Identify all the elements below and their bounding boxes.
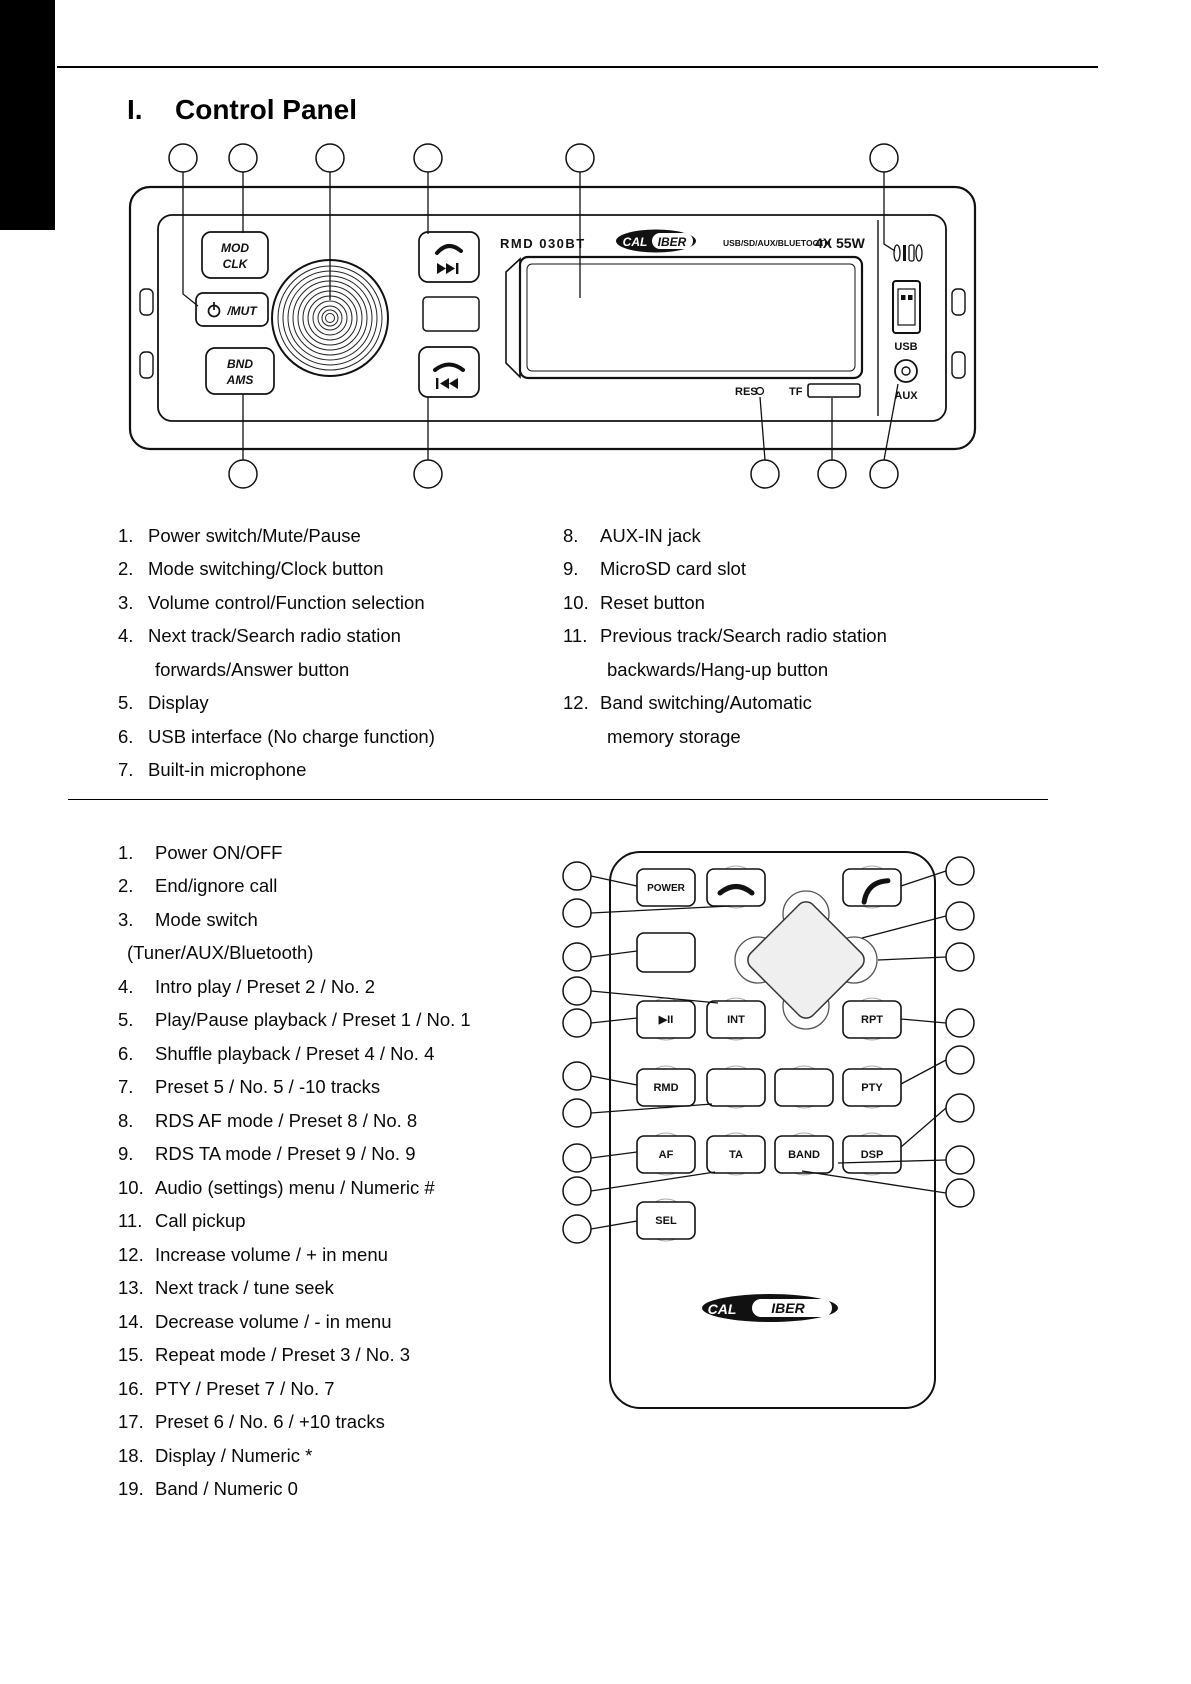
item-text: Shuffle playback / Preset 4 / No. 4 [155, 1042, 435, 1064]
list-item [118, 1238, 578, 1272]
item-text: Mode switching/Clock button [148, 558, 384, 580]
item-number: 1. [118, 841, 134, 863]
list-item [118, 1205, 578, 1239]
list-item [118, 937, 578, 971]
list-item [118, 553, 563, 587]
dsp-label: DSP [860, 1149, 884, 1161]
item-text: Audio (settings) menu / Numeric # [155, 1176, 435, 1198]
list-item [118, 1272, 578, 1306]
item-text: memory storage [607, 725, 741, 747]
list-item [118, 1473, 578, 1507]
list-item [563, 687, 1023, 721]
list-item [563, 720, 1023, 754]
blank-button-2 [775, 1069, 833, 1106]
brand-iber: IBER [771, 1300, 805, 1316]
item-text: Display / Numeric * [155, 1444, 313, 1466]
page-corner-block [0, 0, 55, 230]
item-number: 7. [118, 759, 134, 781]
item-number: 14. [118, 1310, 144, 1332]
section-number: I. [127, 94, 143, 125]
rpt-label: RPT [861, 1014, 883, 1026]
item-text: Preset 5 / No. 5 / -10 tracks [155, 1076, 381, 1098]
caliber-logo-remote [702, 1294, 838, 1322]
item-number: 10. [118, 1176, 144, 1198]
item-number: 1. [118, 524, 134, 546]
sel-label: SEL [655, 1215, 677, 1227]
microsd-slot [808, 384, 860, 397]
list-item [563, 586, 1023, 620]
item-number: 2. [118, 558, 134, 580]
item-text: Play/Pause playback / Preset 1 / No. 1 [155, 1009, 471, 1031]
item-number: 4. [118, 975, 134, 997]
play-pause-label: ▶II [658, 1014, 674, 1026]
item-text: Volume control/Function selection [148, 591, 425, 613]
item-number: 19. [118, 1478, 144, 1500]
remote-function-list [118, 836, 578, 1506]
item-text: Intro play / Preset 2 / No. 2 [155, 975, 376, 997]
panel-list-left [118, 519, 563, 787]
item-text: Next track / tune seek [155, 1277, 334, 1299]
band-label: BAND [788, 1149, 820, 1161]
remote-diagram [550, 845, 990, 1420]
list-item [118, 620, 563, 654]
item-number: 3. [118, 908, 134, 930]
tf-label: TF [789, 386, 803, 398]
item-text: Previous track/Search radio station [600, 625, 887, 647]
list-item [118, 1104, 578, 1138]
list-item [118, 519, 563, 553]
list-item [563, 653, 1023, 687]
aux-jack [895, 360, 917, 382]
list-item [118, 1305, 578, 1339]
item-text: RDS AF mode / Preset 8 / No. 8 [155, 1109, 418, 1131]
panel-list-right [563, 519, 1023, 754]
item-number: 10. [563, 591, 589, 613]
item-number: 5. [118, 692, 134, 714]
list-item [118, 970, 578, 1004]
usb-port [893, 281, 920, 333]
item-text: PTY / Preset 7 / No. 7 [155, 1377, 335, 1399]
list-item [563, 519, 1023, 553]
item-text: Decrease volume / - in menu [155, 1310, 392, 1332]
item-number: 3. [118, 591, 134, 613]
item-number: 8. [118, 1109, 134, 1131]
item-text: Band switching/Automatic [600, 692, 812, 714]
item-number: 6. [118, 1042, 134, 1064]
section-title: Control Panel [175, 94, 358, 125]
top-rule [57, 66, 1098, 68]
item-text: Built-in microphone [148, 759, 307, 781]
list-item [118, 1004, 578, 1038]
item-text: Display [148, 692, 209, 714]
list-item [118, 1339, 578, 1373]
item-text: Repeat mode / Preset 3 / No. 3 [155, 1344, 411, 1366]
list-item [118, 1037, 578, 1071]
item-text: USB interface (No charge function) [148, 725, 435, 747]
hangup-previous-button [419, 347, 479, 397]
item-number: 17. [118, 1411, 144, 1433]
list-item [118, 653, 563, 687]
item-text: RDS TA mode / Preset 9 / No. 9 [155, 1143, 416, 1165]
item-text: AUX-IN jack [600, 524, 701, 546]
item-text: Mode switch [155, 908, 258, 930]
bnd-label: BND [227, 357, 253, 371]
item-number: 15. [118, 1344, 144, 1366]
item-text: backwards/Hang-up button [607, 658, 829, 680]
item-number: 12. [118, 1243, 144, 1265]
item-number: 11. [118, 1210, 143, 1232]
list-item [118, 1171, 578, 1205]
brand-cal: CAL [707, 1301, 737, 1317]
blank-panel-button [423, 297, 479, 331]
item-text: MicroSD card slot [600, 558, 746, 580]
item-number: 11. [563, 625, 588, 647]
ta-label: TA [729, 1149, 743, 1161]
answer-next-button [419, 232, 479, 282]
mod-label: MOD [221, 241, 249, 255]
list-item [118, 1439, 578, 1473]
ams-label: AMS [226, 373, 254, 387]
list-item [118, 1071, 578, 1105]
list-item [118, 720, 563, 754]
item-text: End/ignore call [155, 875, 278, 897]
item-number: 13. [118, 1277, 144, 1299]
power-mute-button [196, 293, 268, 326]
list-item [563, 553, 1023, 587]
item-number: 12. [563, 692, 589, 714]
item-number: 6. [118, 725, 134, 747]
item-number: 7. [118, 1076, 134, 1098]
int-label: INT [727, 1014, 745, 1026]
item-text: Reset button [600, 591, 705, 613]
caliber-logo [616, 230, 696, 253]
list-item [118, 870, 578, 904]
item-text: Power ON/OFF [155, 841, 283, 863]
item-text: Next track/Search radio station [148, 625, 401, 647]
item-text: Power switch/Mute/Pause [148, 524, 361, 546]
item-number: 2. [118, 875, 134, 897]
list-item [118, 903, 578, 937]
item-text: Preset 6 / No. 6 / +10 tracks [155, 1411, 385, 1433]
af-label: AF [658, 1149, 674, 1161]
list-item [563, 620, 1023, 654]
item-text: Band / Numeric 0 [155, 1478, 298, 1500]
reset-label: RES [735, 386, 758, 398]
item-number: 9. [563, 558, 579, 580]
power-label: POWER [647, 883, 685, 894]
stereo-diagram [115, 140, 995, 500]
item-number: 9. [118, 1143, 134, 1165]
brand-cal: CAL [622, 235, 648, 249]
list-item [118, 1138, 578, 1172]
power-rating-label: 4X 55W [815, 235, 865, 251]
usb-label: USB [894, 341, 918, 353]
rmd-label: RMD [653, 1082, 679, 1094]
item-number: 18. [118, 1444, 144, 1466]
list-item [118, 1406, 578, 1440]
mut-label: /MUT [227, 304, 257, 318]
band-ams-button [206, 348, 274, 394]
list-item [118, 687, 563, 721]
list-item [118, 754, 563, 788]
item-text: Increase volume / + in menu [155, 1243, 388, 1265]
specs-label: USB/SD/AUX/BLUETOOTH [723, 238, 831, 248]
clk-label: CLK [222, 257, 248, 271]
item-text: forwards/Answer button [155, 658, 350, 680]
item-number: 5. [118, 1009, 134, 1031]
section-heading [127, 94, 357, 126]
mode-button [637, 933, 695, 972]
item-number: 8. [563, 524, 579, 546]
mod-clk-button [202, 232, 268, 278]
aux-label: AUX [894, 390, 918, 402]
display [506, 257, 862, 378]
item-text: Call pickup [155, 1210, 246, 1232]
list-item [118, 836, 578, 870]
pty-label: PTY [861, 1082, 883, 1094]
section-divider [68, 799, 1048, 800]
item-text: (Tuner/AUX/Bluetooth) [127, 942, 314, 964]
model-label: RMD 030BT [500, 236, 586, 251]
blank-button-1 [707, 1069, 765, 1106]
list-item [118, 1372, 578, 1406]
brand-iber: IBER [657, 235, 687, 249]
list-item [118, 586, 563, 620]
item-number: 4. [118, 625, 134, 647]
item-number: 16. [118, 1377, 144, 1399]
